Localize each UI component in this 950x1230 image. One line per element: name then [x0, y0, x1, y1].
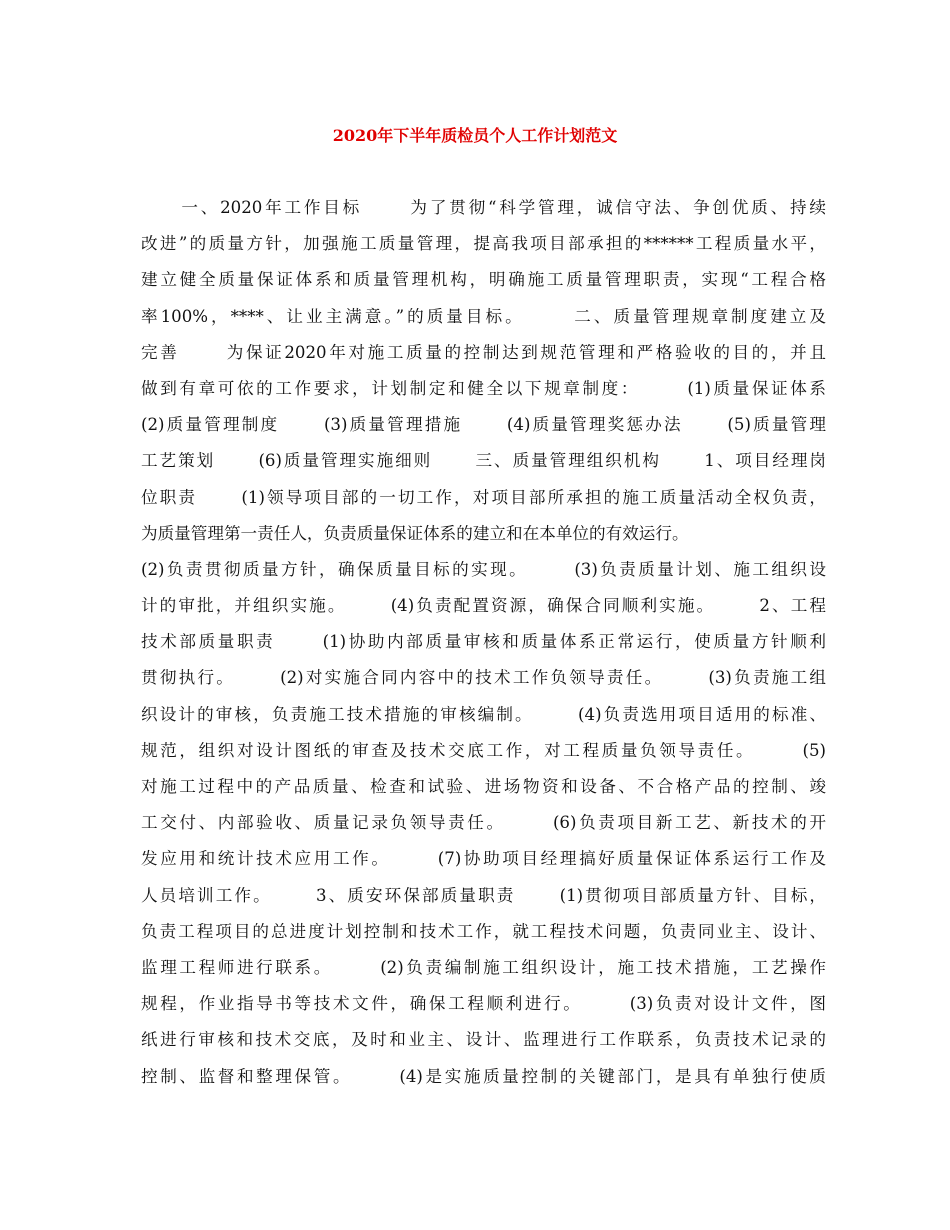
body-line: 发应用和统计技术应用工作。 (7)协助项目经理搞好质量保证体系运行工作及	[141, 849, 826, 869]
body-line: 位职责 (1)领导项目部的一切工作，对项目部所承担的施工质量活动全权负责，	[141, 487, 826, 507]
body-line: 改进”的质量方针，加强施工质量管理，提高我项目部承担的******工程质量水平，	[141, 234, 826, 254]
body-line: 规程，作业指导书等技术文件，确保工程顺利进行。 (3)负责对设计文件，图	[141, 994, 826, 1014]
body-line: 纸进行审核和技术交底，及时和业主、设计、监理进行工作联系，负责技术记录的	[141, 1030, 826, 1050]
body-line: 建立健全质量保证体系和质量管理机构，明确施工质量管理职责，实现“工程合格	[141, 270, 826, 290]
body-line: 率100%，****、让业主满意。”的质量目标。 二、质量管理规章制度建立及	[141, 306, 826, 326]
body-line: 监理工程师进行联系。 (2)负责编制施工组织设计，施工技术措施，工艺操作	[141, 957, 826, 977]
body-line: 规范，组织对设计图纸的审查及技术交底工作，对工程质量负领导责任。 (5)	[141, 740, 826, 760]
body-line: 工交付、内部验收、质量记录负领导责任。 (6)负责项目新工艺、新技术的开	[141, 813, 826, 833]
document-title: 2020年下半年质检员个人工作计划范文	[332, 126, 618, 145]
body-line: 完善 为保证2020年对施工质量的控制达到规范管理和严格验收的目的，并且	[141, 342, 826, 362]
body-line: (2)负责贯彻质量方针，确保质量目标的实现。 (3)负责质量计划、施工组织设	[141, 559, 826, 579]
body-line: 一、2020年工作目标 为了贯彻“科学管理，诚信守法、争创优质、持续	[141, 198, 826, 217]
body-line: 对施工过程中的产品质量、检查和试验、进场物资和设备、不合格产品的控制、竣	[141, 777, 826, 796]
body-line: (2)质量管理制度 (3)质量管理措施 (4)质量管理奖惩办法 (5)质量管理	[141, 415, 826, 435]
body-line: 为质量管理第一责任人，负责质量保证体系的建立和在本单位的有效运行。	[141, 523, 689, 543]
document-body	[141, 190, 826, 1095]
body-line: 负责工程项目的总进度计划控制和技术工作，就工程技术问题，负责同业主、设计、	[141, 921, 826, 941]
body-line: 贯彻执行。 (2)对实施合同内容中的技术工作负领导责任。 (3)负责施工组	[141, 668, 826, 688]
body-line: 人员培训工作。 3、质安环保部质量职责 (1)贯彻项目部质量方针、目标，	[141, 885, 826, 905]
body-line: 工艺策划 (6)质量管理实施细则 三、质量管理组织机构 1、项目经理岗	[141, 451, 826, 471]
body-line: 控制、监督和整理保管。 (4)是实施质量控制的关键部门，是具有单独行使质	[141, 1066, 826, 1086]
body-line: 做到有章可依的工作要求，计划制定和健全以下规章制度： (1)质量保证体系	[141, 378, 826, 398]
body-line: 织设计的审核，负责施工技术措施的审核编制。 (4)负责选用项目适用的标准、	[141, 704, 826, 724]
body-line: 技术部质量职责 (1)协助内部质量审核和质量体系正常运行，使质量方针顺利	[141, 632, 826, 652]
body-line: 计的审批，并组织实施。 (4)负责配置资源，确保合同顺利实施。 2、工程	[141, 596, 826, 616]
